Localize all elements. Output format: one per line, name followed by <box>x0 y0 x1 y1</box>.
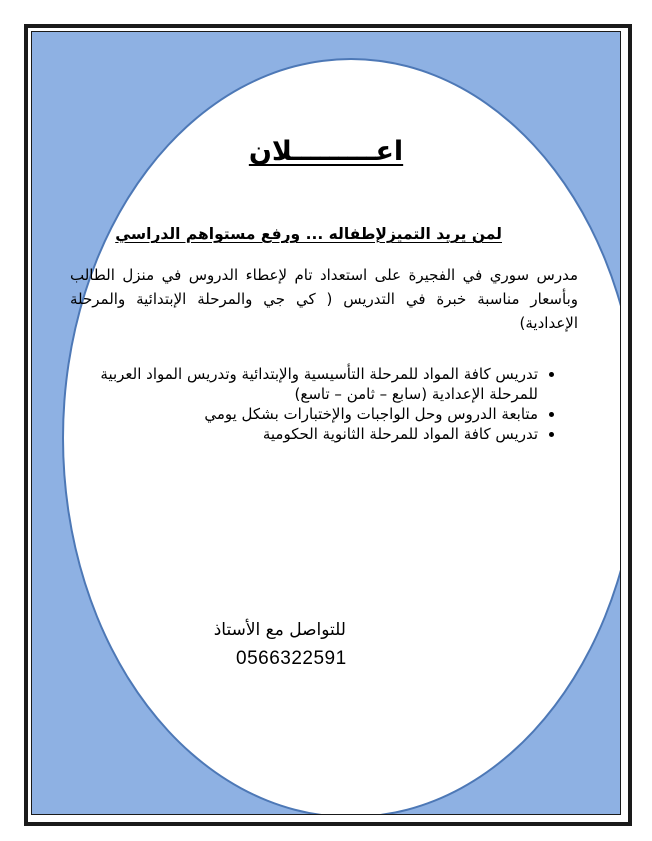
title-text: اعـــــــــلان <box>248 136 404 167</box>
contact-label: للتواصل مع الأستاذ <box>213 620 346 640</box>
page-title <box>0 136 652 167</box>
subtitle <box>115 225 502 243</box>
services-list <box>100 364 560 444</box>
list-item: • تدريس كافة المواد للمرحلة الثانوية الحكومية <box>100 424 538 444</box>
list-item: • تدريس كافة المواد للمرحلة التأسيسية والإبتدائية وتدريس المواد العربية للمرحلة الإعدادية (سابع – ثامن – تاسع) <box>100 364 538 404</box>
list-item: • متابعة الدروس وحل الواجبات والإختبارات بشكل يومي <box>100 404 538 424</box>
subtitle-text: لمن يريد التميزلإطفاله ... ورفع مستواهم الدراسي <box>115 225 502 243</box>
contact-phone[interactable]: 0566322591 <box>236 648 347 669</box>
intro-paragraph: مدرس سوري في الفجيرة على استعداد تام لإعطاء الدروس في منزل الطالب وبأسعار مناسبة خبرة في التدريس ( كي جي والمرحلة الإبتدائية والمرحلة الإعدادية) <box>70 266 578 332</box>
